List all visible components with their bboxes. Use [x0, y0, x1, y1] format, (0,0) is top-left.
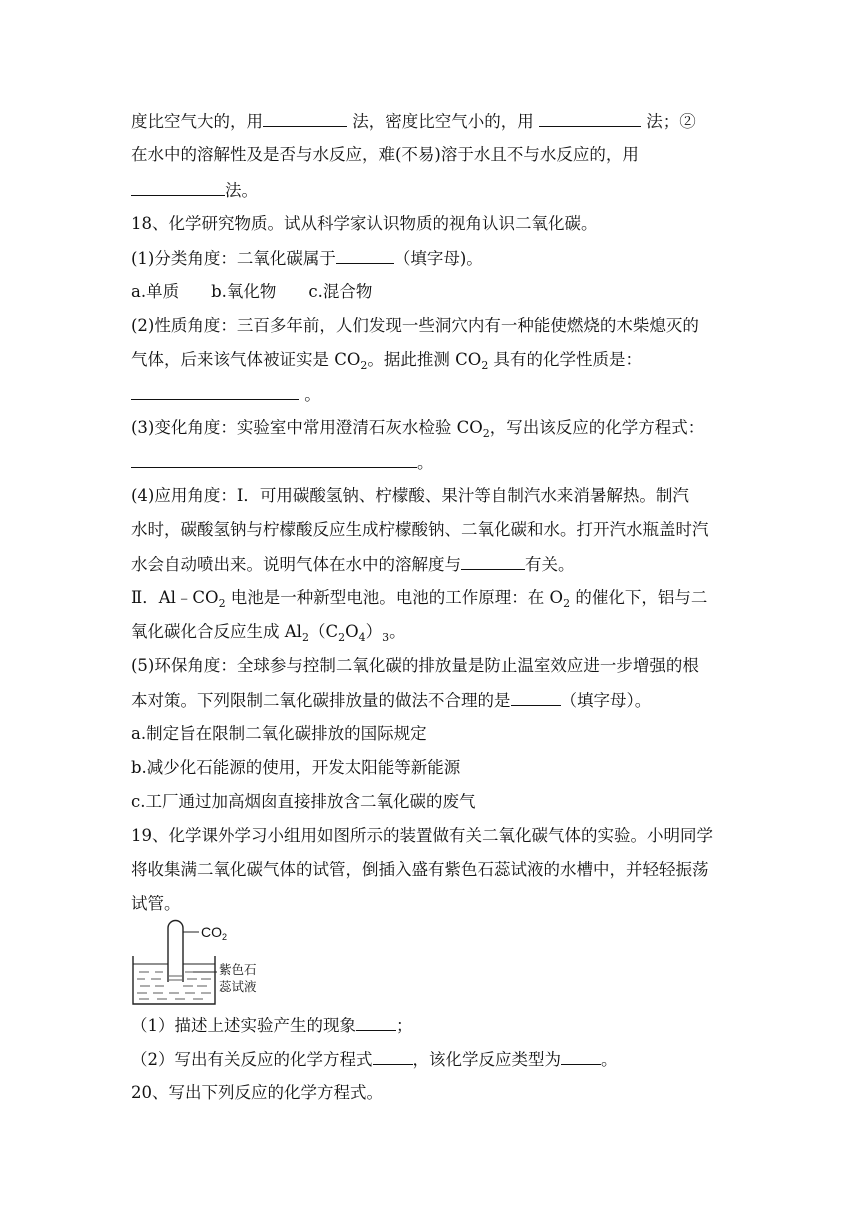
answer-blank[interactable]	[131, 452, 417, 468]
text-line: 氧化碳化合反应生成 $Al_2(C_2O_4)_3$。	[131, 622, 406, 644]
answer-blank[interactable]	[131, 384, 299, 400]
text-line: 将收集满二氧化碳气体的试管，倒插入盛有紫色石蕊试液的水槽中，并轻轻振荡	[131, 860, 709, 879]
question-19-title: 19、化学课外学习小组用如图所示的装置做有关二氧化碳气体的实验。小明同学	[131, 826, 713, 845]
text-line: (5)环保角度：全球参与控制二氧化碳的排放量是防止温室效应进一步增强的根	[131, 656, 699, 675]
text-line: 水时，碳酸氢钠与柠檬酸反应生成柠檬酸钠、二氧化碳和水。打开汽水瓶盖时汽	[131, 520, 709, 539]
option-c: c.工厂通过加高烟囱直接排放含二氧化碳的废气	[131, 792, 476, 811]
answer-blank[interactable]	[131, 180, 225, 196]
answer-blank[interactable]	[373, 1049, 413, 1065]
answer-blank[interactable]	[461, 554, 525, 570]
question-20-title: 20、写出下列反应的化学方程式。	[131, 1083, 383, 1102]
text-line: （1）描述上述实验产生的现象 ；	[131, 1016, 413, 1035]
text-line: (1)分类角度：二氧化碳属于 （填字母)。	[131, 249, 483, 268]
question-18-title: 18、化学研究物质。试从科学家认识物质的视角认识二氧化碳。	[131, 214, 598, 233]
text-line: 。	[131, 452, 434, 473]
liquid-label-2: 蕊试液	[219, 979, 257, 994]
text-line: 法。	[131, 180, 258, 201]
answer-blank[interactable]	[561, 1049, 601, 1065]
liquid-label-1: 紫色石	[219, 962, 257, 977]
answer-blank[interactable]	[336, 248, 394, 264]
options-line: a.单质 b.氧化物 c.混合物	[131, 282, 373, 301]
gas-label: $CO_2$	[201, 924, 228, 942]
answer-blank[interactable]	[511, 690, 561, 706]
option-b: b.减少化石能源的使用，开发太阳能等新能源	[131, 758, 461, 777]
text-line: 。	[131, 384, 321, 405]
test-tube	[168, 921, 183, 983]
answer-blank[interactable]	[263, 111, 347, 127]
text-line: 水会自动喷出来。说明气体在水中的溶解度与 有关。	[131, 555, 575, 574]
answer-blank[interactable]	[539, 111, 641, 127]
text-line: 度比空气大的，用 法，密度比空气小的，用 法；②	[131, 112, 696, 131]
text-line: 气体，后来该气体被证实是 $CO_2$。据此推测 $CO_2$ 具有的化学性质是：	[131, 350, 643, 372]
text-line: (4)应用角度：Ⅰ．可用碳酸氢钠、柠檬酸、果汁等自制汽水来消暑解热。制汽	[131, 486, 689, 505]
answer-blank[interactable]	[356, 1015, 396, 1031]
text-line: （2）写出有关反应的化学方程式 ，该化学反应类型为 。	[131, 1050, 618, 1069]
experiment-apparatus-figure	[131, 918, 281, 1010]
option-a: a.制定旨在限制二氧化碳排放的国际规定	[131, 724, 427, 743]
text-line: Ⅱ．$Al﹣CO_2$ 电池是一种新型电池。电池的工作原理：在 $O_2$ 的催化下，铝与二	[131, 588, 708, 610]
text-line: (3)变化角度：实验室中常用澄清石灰水检验 $CO_2$，写出该反应的化学方程式：	[131, 418, 705, 440]
text-line: 本对策。下列限制二氧化碳排放量的做法不合理的是 （填字母）。	[131, 691, 652, 710]
text-line: (2)性质角度：三百多年前，人们发现一些洞穴内有一种能使燃烧的木柴熄灭的	[131, 316, 699, 335]
text-line: 在水中的溶解性及是否与水反应，难(不易)溶于水且不与水反应的，用	[131, 145, 639, 164]
text-line: 试管。	[131, 894, 181, 913]
